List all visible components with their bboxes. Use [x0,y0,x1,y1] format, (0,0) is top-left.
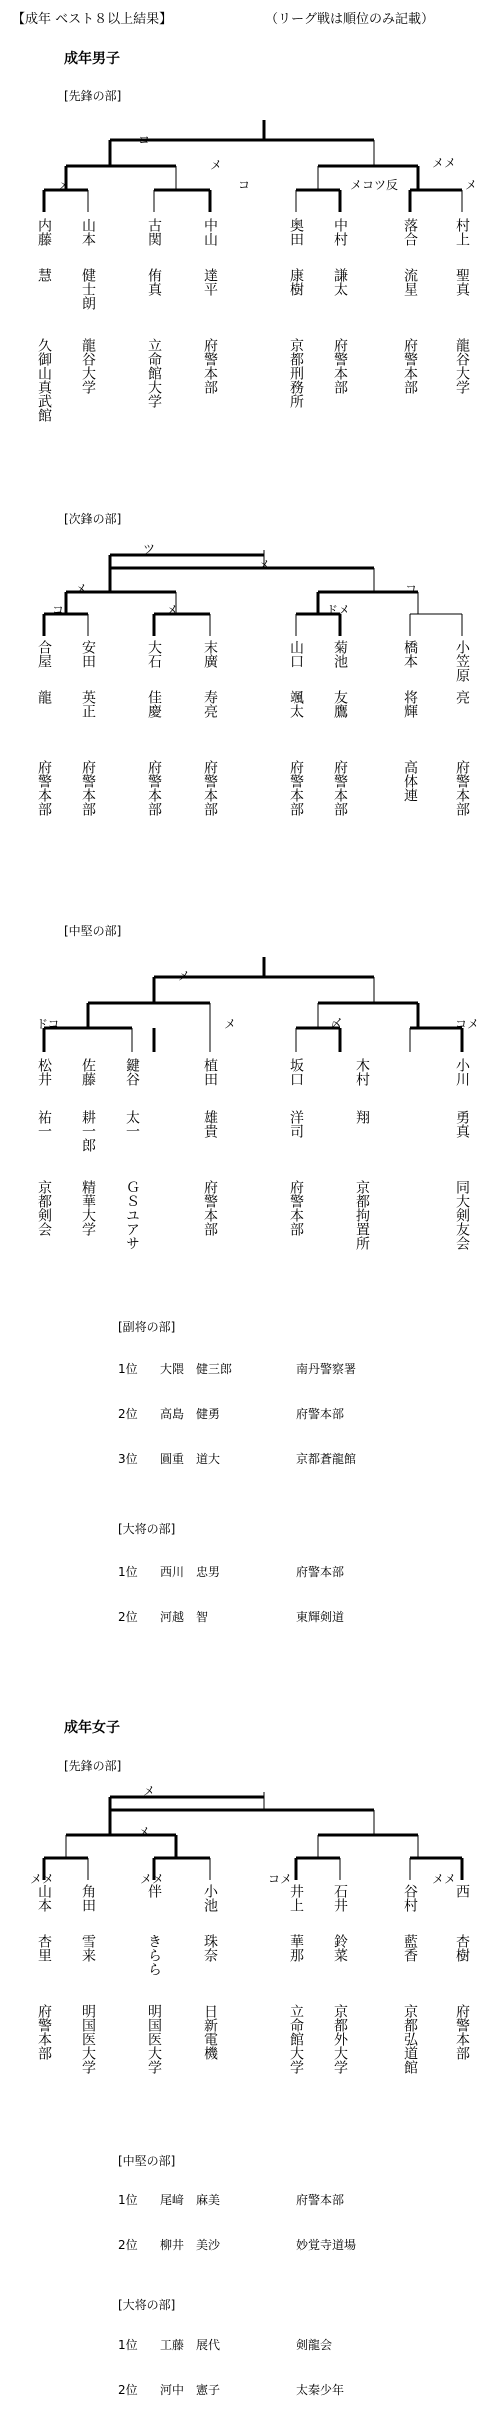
player-team: 府警本部 [36,2004,52,2060]
rank-row-team: 府警本部 [296,2193,345,2207]
player-family: 坂口 [288,1058,304,1086]
player-family: 伴 [146,1884,162,1898]
mark: メ [258,558,271,572]
rank-row-rank: 2位 [118,1407,138,1421]
rank-row-name: 大隈 健三郎 [160,1362,233,1376]
player-team: 立命館大学 [146,338,162,408]
player-family: 橋本 [402,640,418,668]
player-given: きらら [146,1934,162,1976]
mark: メメ [140,1872,165,1886]
women-taisho-label: [大将の部] [118,2298,176,2312]
player-family: 内藤 [36,218,52,246]
men-title: 成年男子 [64,51,120,67]
player-given: 謙太 [332,268,348,296]
player-given: 颯太 [288,690,304,718]
player-given: 達平 [202,268,218,296]
player-given: 康樹 [288,268,304,296]
player-team: 府警本部 [202,338,218,394]
mark: メ [75,582,88,596]
player-given: 雄貴 [202,1110,218,1138]
player-given: 華那 [288,1934,304,1962]
player-family: 大石 [146,640,162,668]
mark: コメ [268,1872,293,1886]
mark: コ [405,582,418,596]
player-given: 藍香 [402,1934,418,1962]
rank-row-team: 府警本部 [296,1407,345,1421]
men-senpo-label: [先鋒の部] [64,89,122,103]
player-team: 京都剣会 [36,1180,52,1236]
player-team: 久御山真武館 [36,338,52,422]
rank-row-rank: 2位 [118,1610,138,1624]
player-team: 同大剣友会 [454,1180,470,1250]
player-team: 精華大学 [80,1180,96,1236]
player-team: 府警本部 [202,1180,218,1236]
player-family: 石井 [332,1884,348,1912]
player-given: 亮 [454,690,470,704]
player-team: 京都弘道館 [402,2004,418,2074]
player-family: 井上 [288,1884,304,1912]
mark: ドメ [326,603,350,617]
rank-row-team: 剣龍会 [296,2338,333,2352]
player-given: 太一 [124,1110,140,1138]
rank-row-rank: 1位 [118,2338,138,2352]
player-team: 府警本部 [146,760,162,816]
rank-row-rank: 1位 [118,2193,138,2207]
player-given: 寿亮 [202,690,218,718]
player-family: 奥田 [288,218,304,246]
player-team: 府警本部 [454,760,470,816]
rank-row-team: 東輝剣道 [296,1610,345,1624]
player-team: 府警本部 [332,760,348,816]
player-team: 京都外大学 [332,2004,348,2074]
player-given: 英正 [80,690,96,718]
player-team: 龍谷大学 [80,338,96,394]
player-family: 木村 [354,1058,370,1086]
mark: ツ [143,542,156,556]
rank-row-team: 太秦少年 [296,2383,345,2397]
player-given: 慧 [36,268,52,282]
mark: メ [178,969,191,983]
player-given: 雪来 [80,1934,96,1962]
rank-row-name: 尾﨑 麻美 [160,2193,221,2207]
rank-row-rank: 2位 [118,2238,138,2252]
mark: コ [138,133,151,147]
rank-row-team: 南丹警察署 [296,1362,357,1376]
player-team: ＧＳユアサ [124,1180,140,1250]
player-family: 山口 [288,640,304,668]
player-family: 小笠原 [454,640,470,682]
player-family: 中山 [202,218,218,246]
player-given: 杏里 [36,1934,52,1962]
mark: コメ [455,1017,480,1031]
mark: メ [143,1784,156,1798]
rank-row-name: 河越 智 [160,1610,209,1624]
player-given: 洋司 [288,1110,304,1138]
player-given: 流星 [402,268,418,296]
player-team: 府警本部 [332,338,348,394]
mark: コ [238,178,251,192]
rank-row-rank: 2位 [118,2383,138,2397]
player-family: 西 [454,1884,470,1898]
mark: メメ [30,1872,55,1886]
player-given: 翔 [354,1110,370,1124]
rank-row-name: 柳井 美沙 [160,2238,221,2252]
player-family: 古関 [146,218,162,246]
women-title: 成年女子 [64,1720,120,1736]
player-given: 健士朗 [80,268,96,310]
rank-row-name: 高島 健勇 [160,1407,221,1421]
player-given: 龍 [36,690,52,704]
mark: メコツ反 [350,178,399,192]
mark: メ [166,603,179,617]
player-given: 友鷹 [332,690,348,718]
player-team: 府警本部 [80,760,96,816]
player-family: 角田 [80,1884,96,1912]
player-family: 菊池 [332,640,348,668]
player-given: 杏樹 [454,1934,470,1962]
player-family: 合屋 [36,640,52,668]
player-family: 鍵谷 [124,1058,140,1086]
men-fukusho-label: [副将の部] [118,1320,176,1334]
men-chuken-label: [中堅の部] [64,924,122,938]
player-family: 山本 [80,218,96,246]
rank-row-rank: 1位 [118,1362,138,1376]
player-given: 珠奈 [202,1934,218,1962]
player-family: 松井 [36,1058,52,1086]
rank-row-rank: 1位 [118,1565,138,1579]
rank-row-name: 河中 憲子 [160,2383,221,2397]
player-team: 府警本部 [454,2004,470,2060]
women-chuken-label: [中堅の部] [118,2154,176,2168]
player-team: 龍谷大学 [454,338,470,394]
player-team: 高体連 [402,760,418,802]
player-given: 鈴菜 [332,1934,348,1962]
rank-row-team: 妙覚寺道場 [296,2238,357,2252]
mark: メ [138,1825,151,1839]
player-team: 府警本部 [288,760,304,816]
mark: メ [58,178,71,192]
player-team: 府警本部 [288,1180,304,1236]
player-family: 安田 [80,640,96,668]
player-team: 京都拘置所 [354,1180,370,1250]
player-given: 侑真 [146,268,162,296]
player-given: 祐一 [36,1110,52,1138]
player-given: 聖真 [454,268,470,296]
header-left: 【成年 ベスト８以上結果】 [12,12,173,27]
mark: メメ [432,1872,457,1886]
player-family: 谷村 [402,1884,418,1912]
mark: メ [465,178,478,192]
player-team: 立命館大学 [288,2004,304,2074]
player-family: 落合 [402,218,418,246]
mark: メ [210,158,223,172]
player-team: 日新電機 [202,2004,218,2060]
rank-row-name: 工藤 展代 [160,2338,221,2352]
mark: 〆 [330,1017,343,1031]
player-family: 小池 [202,1884,218,1912]
rank-row-team: 府警本部 [296,1565,345,1579]
mark: メメ [432,156,457,170]
women-senpo-label: [先鋒の部] [64,1759,122,1773]
player-family: 小川 [454,1058,470,1086]
rank-row-team: 京都蒼龍館 [296,1452,357,1466]
player-team: 府警本部 [36,760,52,816]
men-taisho-label: [大将の部] [118,1522,176,1536]
player-team: 明国医大学 [146,2004,162,2074]
mark: メ [224,1017,237,1031]
rank-row-rank: 3位 [118,1452,138,1466]
men-jiho-label: [次鋒の部] [64,512,122,526]
player-team: 府警本部 [402,338,418,394]
header-right: （リーグ戦は順位のみ記載） [265,12,435,27]
player-team: 明国医大学 [80,2004,96,2074]
player-family: 植田 [202,1058,218,1086]
mark: ドコ [36,1017,60,1031]
mark: コ [52,603,65,617]
player-family: 山本 [36,1884,52,1912]
player-given: 勇真 [454,1110,470,1138]
player-family: 中村 [332,218,348,246]
rank-row-name: 圓重 道大 [160,1452,221,1466]
player-given: 佳慶 [146,690,162,718]
player-family: 末廣 [202,640,218,668]
player-given: 耕一郎 [80,1110,96,1152]
player-team: 府警本部 [202,760,218,816]
player-family: 村上 [454,218,470,246]
rank-row-name: 西川 忠男 [160,1565,221,1579]
player-family: 佐藤 [80,1058,96,1086]
player-team: 京都刑務所 [288,338,304,408]
player-given: 将輝 [402,690,418,718]
